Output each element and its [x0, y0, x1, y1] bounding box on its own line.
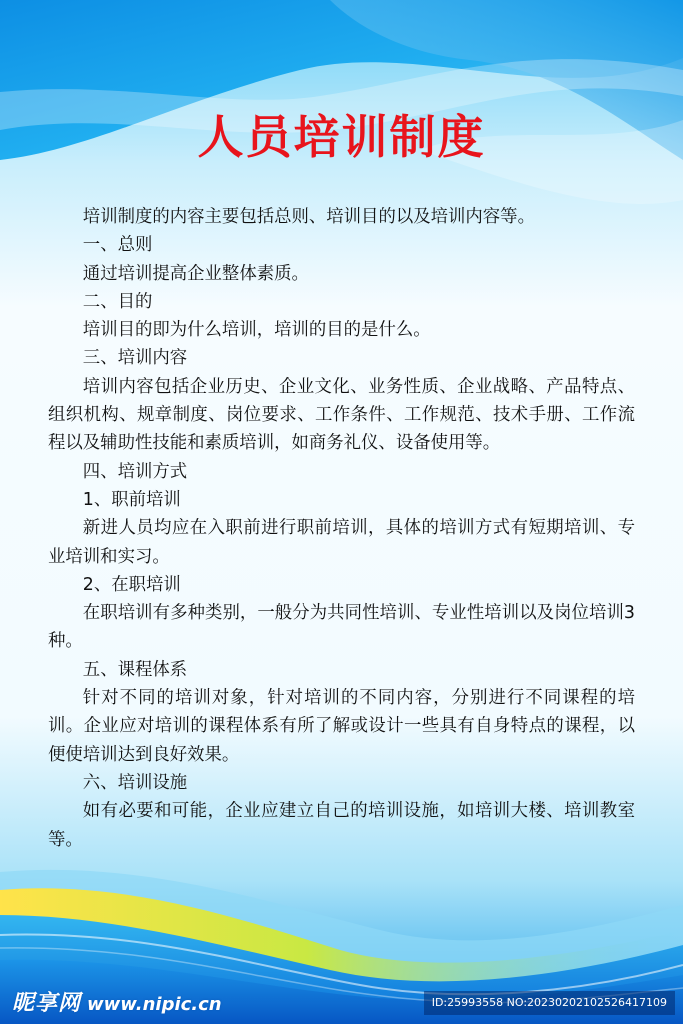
watermark-brand: 昵享网 — [12, 991, 82, 1016]
section-heading: 六、培训设施 — [82, 772, 188, 793]
watermark-url: www.nipic.cn — [87, 994, 222, 1015]
section-paragraph: 培训内容包括企业历史、企业文化、业务性质、企业战略、产品特点、组织机构、规章制度、岗位要求、工作条件、工作规范、技术手册、工作流程以及辅助性技能和素质培训，如商务礼仪、设备使用等。 — [48, 376, 635, 454]
image-id-label: ID:25993558 NO:20230202102526417109 — [424, 991, 675, 1015]
section-paragraph: 通过培训提高企业整体素质。 — [82, 263, 309, 284]
poster-title: 人员培训制度 — [197, 110, 486, 164]
section-paragraph: 培训目的即为什么培训，培训的目的是什么。 — [82, 320, 431, 341]
section-heading: 二、目的 — [82, 291, 153, 312]
subsection-heading: 1、职前培训 — [82, 489, 181, 510]
intro-paragraph: 培训制度的内容主要包括总则、培训目的以及培训内容等。 — [82, 207, 535, 227]
site-watermark — [12, 988, 222, 1020]
regulation-body — [48, 203, 635, 854]
section-heading: 五、课程体系 — [82, 659, 188, 680]
section-paragraph: 如有必要和可能，企业应建立自己的培训设施，如培训大楼、培训教室等。 — [48, 801, 635, 850]
section-paragraph: 在职培训有多种类别，一般分为共同性培训、专业性培训以及岗位培训3种。 — [48, 603, 635, 652]
section-heading: 四、培训方式 — [82, 461, 188, 482]
section-paragraph: 针对不同的培训对象，针对培训的不同内容，分别进行不同课程的培训。企业应对培训的课程体系有所了解或设计一些具有自身特点的课程，以便使培训达到良好效果。 — [48, 688, 635, 765]
section-heading: 一、总则 — [82, 235, 153, 256]
section-paragraph: 新进人员均应在入职前进行职前培训，具体的培训方式有短期培训、专业培训和实习。 — [48, 518, 635, 567]
subsection-heading: 2、在职培训 — [82, 574, 181, 595]
section-heading: 三、培训内容 — [82, 348, 188, 369]
